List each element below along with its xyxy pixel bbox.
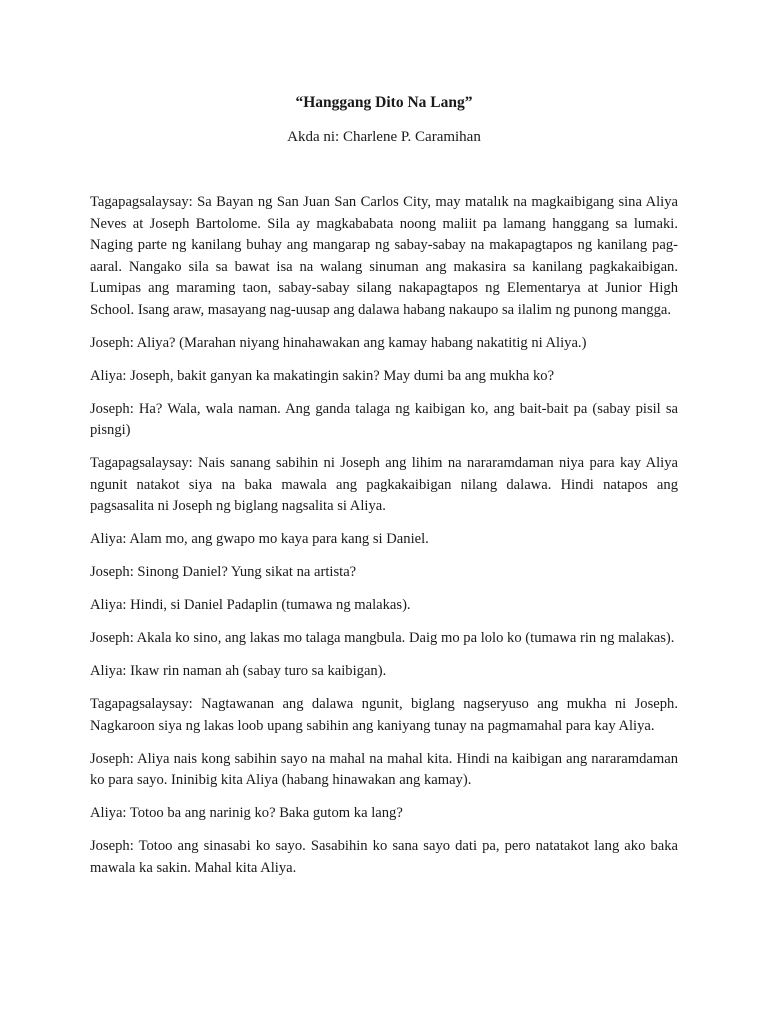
paragraph-dialogue: Joseph: Sinong Daniel? Yung sikat na artista? bbox=[90, 564, 357, 580]
paragraph-dialogue: Joseph: Aliya nais kong sabihin sayo na mahal na mahal kita. Hindi na kaibigan ang nararamdaman ko para sayo. Ininibig kita Aliya (habang hinawakan ang kamay). bbox=[90, 750, 678, 788]
paragraph-dialogue: Joseph: Totoo ang sinasabi ko sayo. Sasabihin ko sana sayo dati pa, pero natatakot lang ako baka mawala ka sakin. Mahal kita Aliya. bbox=[90, 838, 678, 876]
paragraph-narration-intro: Tagapagsalaysay: Sa Bayan ng San Juan San Carlos City, may matalık na magkaibigang sina Aliya Neves at Joseph Bartolome. Sila ay magkababata noong maliit pa lamang hanggang sa lumaki. Naging parte ng kanilang buhay ang mangarap ng sabay-sabay na makapagtapos ng kanilang pag-aaral. Nangako sila sa bawat isa na walang sinuman ang makasira sa kanilang pagkakaibigan. Lumipas ang maraming taon, sabay-sabay silang nakapagtapos ng Elementarya at Junior High School. Isang araw, masayang nag-uusap ang dalawa habang nakaupo sa ilalim ng punong mangga. bbox=[90, 194, 678, 318]
document-body bbox=[90, 192, 678, 891]
paragraph-dialogue: Aliya: Alam mo, ang gwapo mo kaya para kang si Daniel. bbox=[90, 531, 429, 547]
paragraph-dialogue: Aliya: Ikaw rin naman ah (sabay turo sa kaibigan). bbox=[90, 663, 387, 679]
paragraph-dialogue: Aliya: Joseph, bakit ganyan ka makatingin sakin? May dumi ba ang mukha ko? bbox=[90, 367, 555, 384]
paragraph-dialogue: Aliya: Hindi, si Daniel Padaplin (tumawa ng malakas). bbox=[90, 597, 411, 613]
paragraph-dialogue: Joseph: Akala ko sino, ang lakas mo talaga mangbula. Daig mo pa lolo ko (tumawa rin ng malakas). bbox=[90, 630, 675, 646]
paragraph-dialogue: Joseph: Ha? Wala, wala naman. Ang ganda talaga ng kaibigan ko, ang bait-bait pa (sabay pisil sa pisngi) bbox=[90, 400, 678, 438]
paragraph-narration: Tagapagsalaysay: Nais sanang sabihin ni Joseph ang lihim na nararamdaman niya para kay Aliya ngunit natakot siya na baka mawala ang pagkakaibigan nilang dalawa. Hindi natapos ang pagsasalita ni Joseph ng biglang nagsalita si Aliya. bbox=[90, 455, 678, 514]
paragraph-narration: Tagapagsalaysay: Nagtawanan ang dalawa ngunit, biglang nagseryuso ang mukha ni Joseph. Nagkaroon siya ng lakas loob upang sabihin ang kaniyang tunay na pagmamahal para kay Aliya. bbox=[90, 696, 678, 734]
paragraph-dialogue: Aliya: Totoo ba ang narinig ko? Baka gutom ka lang? bbox=[90, 805, 403, 821]
paragraph-dialogue: Joseph: Aliya? (Marahan niyang hinahawakan ang kamay habang nakatitig ni Aliya.) bbox=[90, 334, 587, 351]
document-title: “Hanggang Dito Na Lang” bbox=[295, 94, 473, 111]
document-author: Akda ni: Charlene P. Caramihan bbox=[287, 129, 481, 145]
